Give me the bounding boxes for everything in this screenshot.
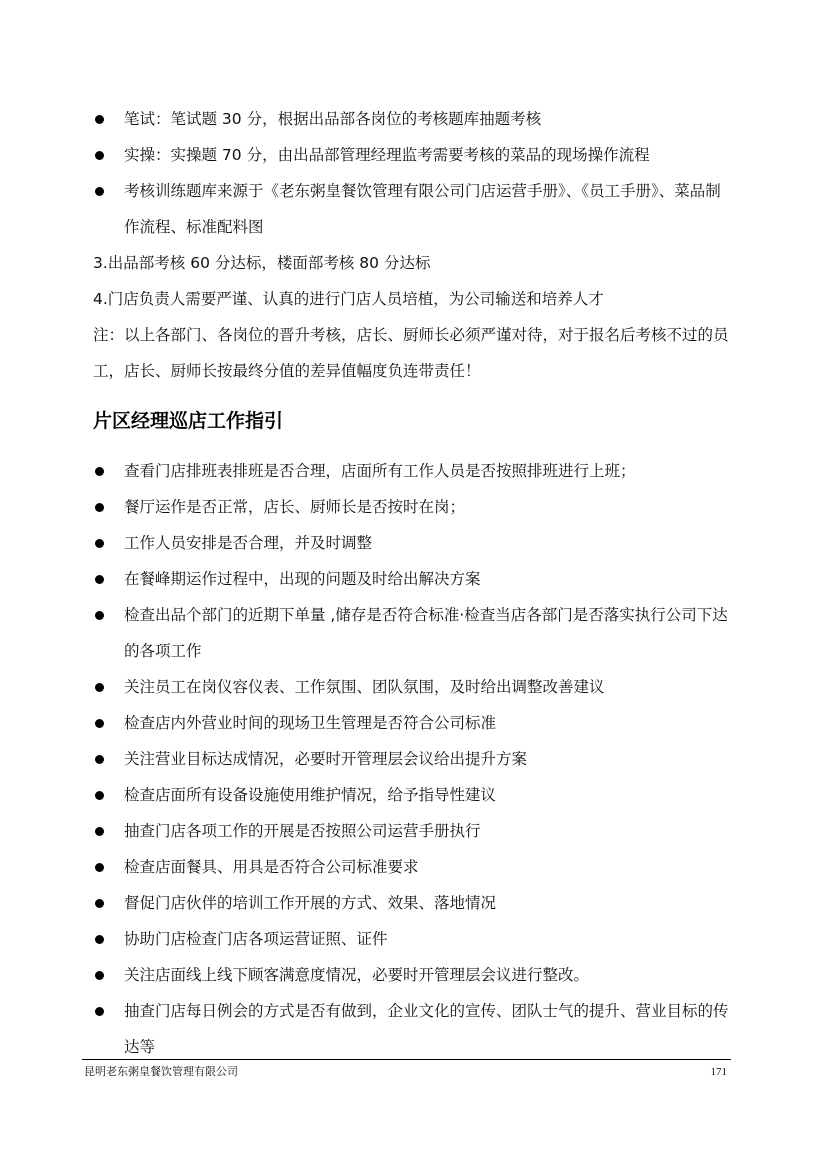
exam-bullet-list xyxy=(93,101,733,245)
bullet-icon xyxy=(95,539,104,548)
list-item-text: 检查出品个部门的近期下单量 ,储存是否符合标准·检查当店各部门是否落实执行公司下达的各项工作 xyxy=(124,606,728,660)
bullet-icon xyxy=(95,115,104,124)
list-item-text: 抽查门店每日例会的方式是否有做到，企业文化的宣传、团队士气的提升、营业目标的传达等 xyxy=(124,1002,729,1056)
list-item xyxy=(93,885,733,921)
list-item xyxy=(93,101,733,137)
page-number: 171 xyxy=(710,1066,727,1078)
list-item xyxy=(93,173,733,245)
list-item-text: 协助门店检查门店各项运营证照、证件 xyxy=(124,930,388,948)
list-item-text: 关注营业目标达成情况，必要时开管理层会议给出提升方案 xyxy=(124,750,528,768)
list-item xyxy=(93,669,733,705)
bullet-icon xyxy=(95,935,104,944)
list-item-text: 在餐峰期运作过程中，出现的问题及时给出解决方案 xyxy=(124,570,481,588)
bullet-icon xyxy=(95,503,104,512)
list-item-text: 工作人员安排是否合理，并及时调整 xyxy=(124,534,373,552)
list-item xyxy=(93,705,733,741)
bullet-icon xyxy=(95,755,104,764)
list-item-text: 笔试：笔试题 30 分，根据出品部各岗位的考核题库抽题考核 xyxy=(124,110,542,128)
list-item-text: 督促门店伙伴的培训工作开展的方式、效果、落地情况 xyxy=(124,894,497,912)
page-content xyxy=(93,101,733,1065)
list-item xyxy=(93,777,733,813)
list-item-text: 实操：实操题 70 分，由出品部管理经理监考需要考核的菜品的现场操作流程 xyxy=(124,146,650,164)
list-item-text: 关注店面线上线下顾客满意度情况，必要时开管理层会议进行整改。 xyxy=(124,966,590,984)
list-item xyxy=(93,957,733,993)
bullet-icon xyxy=(95,719,104,728)
list-item xyxy=(93,489,733,525)
list-item xyxy=(93,561,733,597)
inspection-bullet-list xyxy=(93,453,733,1065)
bullet-icon xyxy=(95,467,104,476)
paragraph-4: 4.门店负责人需要严谨、认真的进行门店人员培植，为公司输送和培养人才 xyxy=(93,290,604,308)
list-item xyxy=(93,453,733,489)
list-item xyxy=(93,849,733,885)
list-item xyxy=(93,813,733,849)
list-item-text: 查看门店排班表排班是否合理，店面所有工作人员是否按照排班进行上班； xyxy=(124,462,636,480)
note-paragraph: 注：以上各部门、各岗位的晋升考核，店长、厨师长必须严谨对待，对于报名后考核不过的员工，店长、厨师长按最终分值的差异值幅度负连带责任！ xyxy=(93,326,729,380)
list-item xyxy=(93,993,733,1065)
list-item xyxy=(93,525,733,561)
list-item-text: 检查店内外营业时间的现场卫生管理是否符合公司标准 xyxy=(124,714,497,732)
bullet-icon xyxy=(95,151,104,160)
bullet-icon xyxy=(95,791,104,800)
bullet-icon xyxy=(95,827,104,836)
list-item xyxy=(93,137,733,173)
bullet-icon xyxy=(95,611,104,620)
list-item xyxy=(93,741,733,777)
page-footer xyxy=(82,1059,731,1078)
list-item xyxy=(93,597,733,669)
bullet-icon xyxy=(95,683,104,692)
list-item-text: 检查店面所有设备设施使用维护情况，给予指导性建议 xyxy=(124,786,497,804)
bullet-icon xyxy=(95,863,104,872)
bullet-icon xyxy=(95,971,104,980)
list-item-text: 抽查门店各项工作的开展是否按照公司运营手册执行 xyxy=(124,822,481,840)
list-item-text: 关注员工在岗仪容仪表、工作氛围、团队氛围，及时给出调整改善建议 xyxy=(124,678,605,696)
list-item-text: 餐厅运作是否正常，店长、厨师长是否按时在岗； xyxy=(124,498,466,516)
list-item-text: 考核训练题库来源于《老东粥皇餐饮管理有限公司门店运营手册》、《员工手册》、菜品制作流程、标准配料图 xyxy=(124,182,721,236)
bullet-icon xyxy=(95,1007,104,1016)
list-item xyxy=(93,921,733,957)
bullet-icon xyxy=(95,899,104,908)
footer-company-name: 昆明老东粥皇餐饮管理有限公司 xyxy=(84,1065,238,1078)
section-title: 片区经理巡店工作指引 xyxy=(93,410,284,432)
bullet-icon xyxy=(95,575,104,584)
list-item-text: 检查店面餐具、用具是否符合公司标准要求 xyxy=(124,858,419,876)
bullet-icon xyxy=(95,187,104,196)
paragraph-3: 3.出品部考核 60 分达标，楼面部考核 80 分达标 xyxy=(93,254,431,272)
